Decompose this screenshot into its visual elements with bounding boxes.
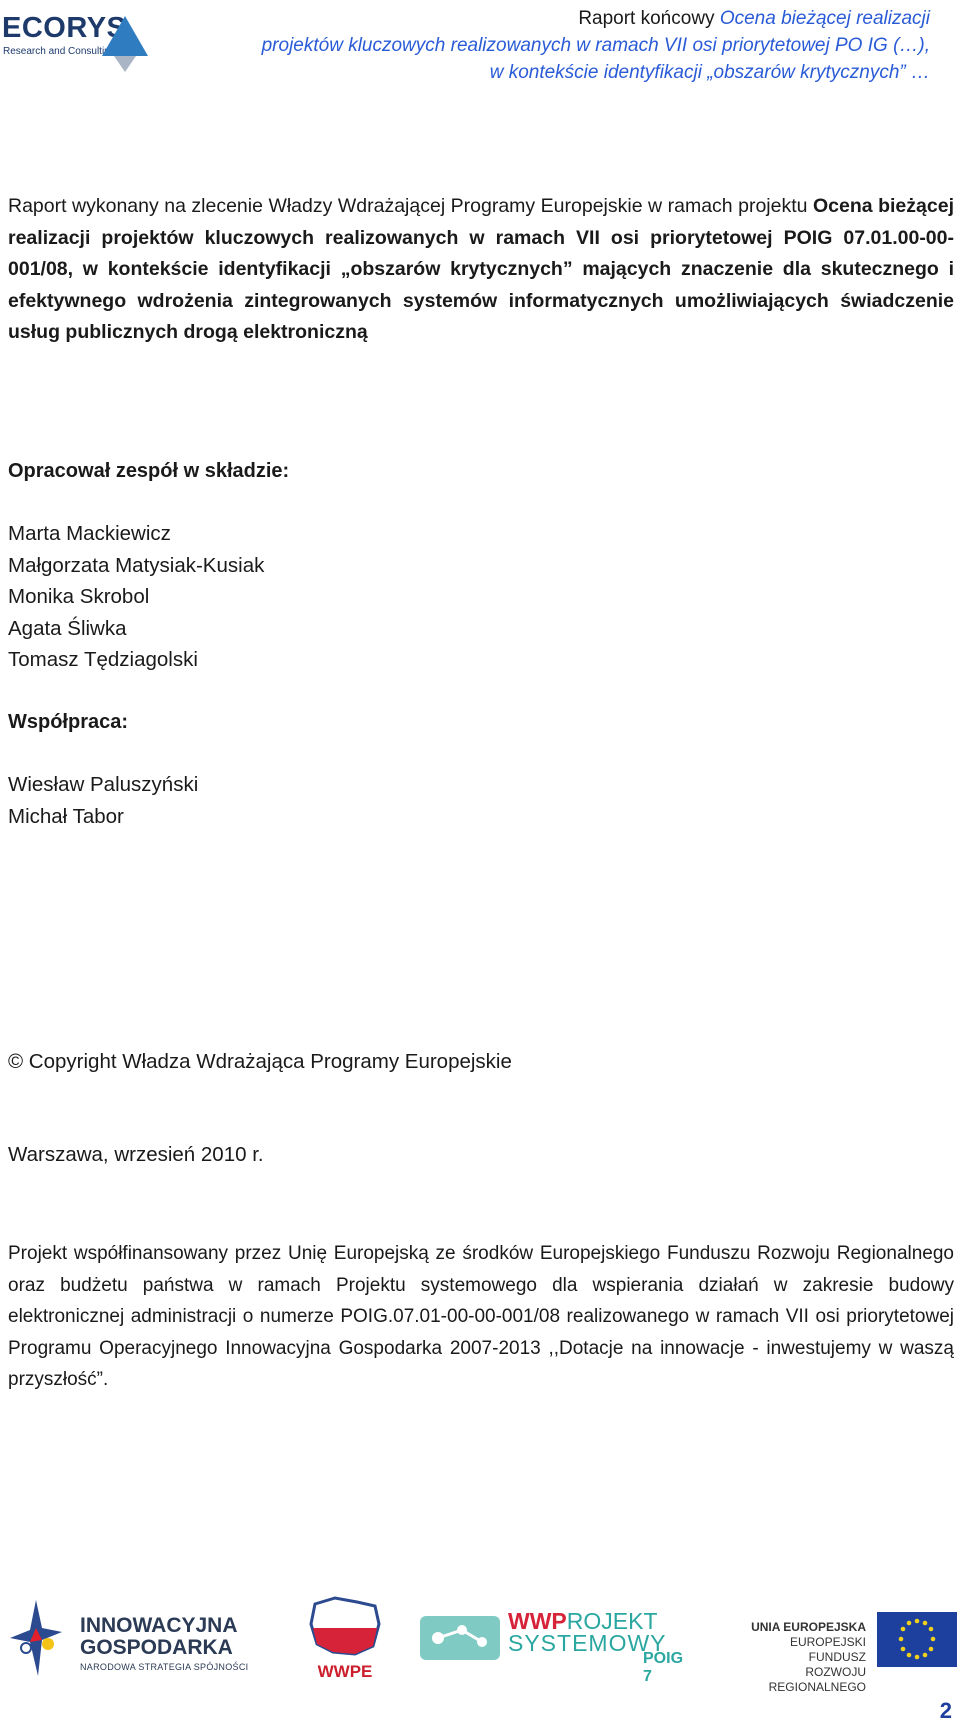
eu-flag-icon [877, 1612, 957, 1667]
wwp-poig: POIG 7 [643, 1650, 684, 1685]
logo-triangle-shadow-icon [114, 56, 136, 72]
cooperation-member: Michał Tabor [8, 804, 124, 828]
copyright-notice: © Copyright Władza Wdrażająca Programy Europejskie [8, 1050, 512, 1073]
wwp-title-a: WWP [508, 1608, 567, 1634]
cooperation-heading: Współpraca: [8, 711, 129, 733]
ig-line1: INNOWACYJNA [80, 1614, 238, 1637]
logo-subtitle: Research and Consulting [3, 46, 116, 57]
ecorys-logo [2, 8, 152, 68]
team-list [8, 518, 264, 676]
header-title-line1: Ocena bieżącej realizacji [719, 8, 930, 29]
eu-line2: EUROPEJSKI FUNDUSZ [789, 1635, 866, 1664]
team-member: Tomasz Tędziagolski [8, 648, 198, 671]
running-header [210, 5, 930, 86]
footer-logos [0, 1590, 960, 1694]
eu-line3: ROZWOJU REGIONALNEGO [768, 1665, 866, 1694]
ig-subtitle: NARODOWA STRATEGIA SPÓJNOŚCI [80, 1662, 249, 1672]
wwp-title-b: ROJEKT [566, 1608, 658, 1634]
innowacyjna-gospodarka-logo [80, 1615, 238, 1659]
logo-text: ECORYS [2, 12, 127, 44]
team-heading: Opracował zespół w składzie: [8, 460, 290, 482]
logo-triangle-icon [102, 16, 148, 56]
team-member: Monika Skrobol [8, 585, 150, 608]
innowacyjna-gospodarka-star-icon [8, 1598, 64, 1678]
intro-paragraph [8, 191, 954, 349]
wwp-circuit-icon [418, 1610, 502, 1666]
header-title-line2: projektów kluczowych realizowanych w ramach VII osi priorytetowej PO IG (…), [261, 35, 930, 56]
wwp-projekt-logo [418, 1608, 688, 1685]
wwp-systemowy: SYSTEMOWY [508, 1630, 667, 1656]
place-date: Warszawa, wrzesień 2010 r. [8, 1143, 264, 1166]
eu-line1: UNIA EUROPEJSKA [751, 1620, 866, 1634]
intro-project-title: Ocena bieżącej realizacji projektów kluczowych realizowanych w ramach VII osi priorytetowej POIG 07.01.00-00-001/08, w kontekście identyfikacji „obszarów krytycznych” mających znaczenie dla skutecznego i efektywnego wdrożenia zintegrowanych systemów informatycznych umożliwiających świadczenie usług publicznych drogą elektroniczną [8, 195, 954, 343]
header-title-line3: w kontekście identyfikacji „obszarów krytycznych” … [489, 62, 930, 83]
team-member: Marta Mackiewicz [8, 522, 171, 545]
page-number: 2 [939, 1698, 952, 1723]
wwpe-logo [305, 1594, 385, 1682]
cooperation-list [8, 769, 198, 832]
header-report-label: Raport końcowy [578, 8, 720, 29]
funding-statement: Projekt współfinansowany przez Unię Europejską ze środków Europejskiego Funduszu Rozwoju Regionalnego oraz budżetu państwa w ramach Projektu systemowego dla wspierania działań w zakresie budowy elektronicznej administracji o numerze POIG.07.01-00-00-001/08 realizowanego w ramach VII osi priorytetowej Programu Operacyjnego Innowacyjna Gospodarka 2007-2013 ,,Dotacje na innowacje - inwestujemy w waszą przyszłość”. [8, 1243, 954, 1390]
team-member: Małgorzata Matysiak-Kusiak [8, 553, 265, 577]
poland-map-icon [305, 1594, 385, 1662]
team-member: Agata Śliwka [8, 616, 127, 640]
ig-line2: GOSPODARKA [80, 1636, 233, 1659]
eu-fund-text [730, 1620, 866, 1695]
cooperation-member: Wiesław Paluszyński [8, 773, 199, 796]
intro-text: Raport wykonany na zlecenie Władzy Wdrażającej Programy Europejskie w ramach projektu [8, 195, 813, 217]
wwpe-label: WWPE [317, 1662, 373, 1681]
